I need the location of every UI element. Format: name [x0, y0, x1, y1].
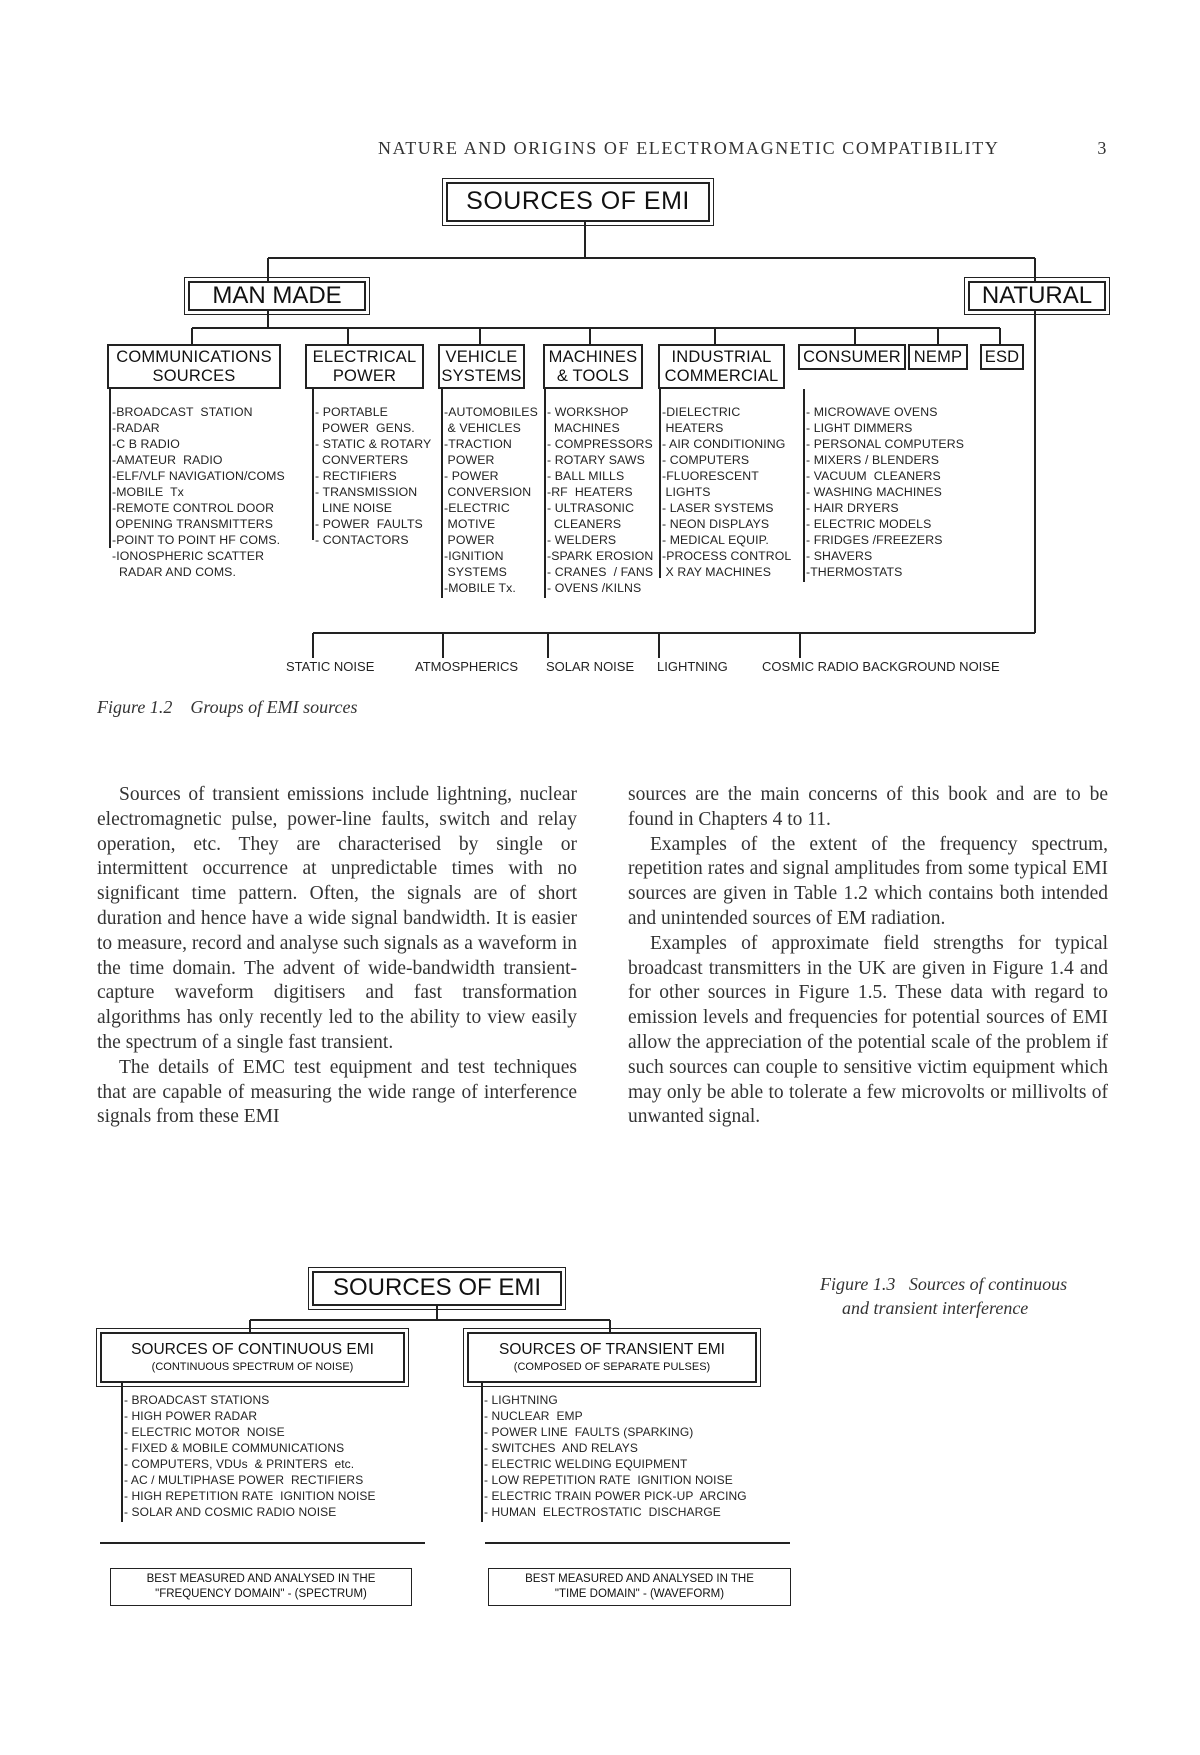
list-item: RADAR AND COMS. — [112, 565, 237, 579]
time-domain-box — [488, 1568, 791, 1606]
vehicle-systems-list — [444, 404, 538, 596]
paragraph: Examples of approximate field strengths for typical broadcast transmitters in the UK are given in Figure 1.4 and for other sources in Figure 1.5. These data with regard to emission levels and frequencies for potential sources of EMI allow the appreciation of the potential scale of the problem if such sources can couple to sensitive victim equipment which may only be able to tolerate a few microvolts or millivolts of unwanted signal. — [628, 932, 1108, 1128]
list-item: - POWER — [444, 469, 499, 483]
list-item: - LIGHTNING — [484, 1393, 558, 1407]
category-line1: ELECTRICAL — [312, 348, 417, 367]
list-item: -MOBILE Tx — [112, 485, 184, 499]
list-item: - HAIR DRYERS — [806, 501, 899, 515]
running-header-title: NATURE AND ORIGINS OF ELECTROMAGNETIC COMPATIBILITY — [378, 138, 1000, 158]
list-item: -RADAR — [112, 421, 160, 435]
category-nemp — [908, 344, 968, 370]
list-item: -MOBILE Tx. — [444, 581, 516, 595]
category-line1: INDUSTRIAL — [671, 348, 772, 367]
fig13-root-box: SOURCES OF EMI — [312, 1271, 562, 1306]
list-item: - RECTIFIERS — [315, 469, 397, 483]
category-line2: SOURCES — [152, 366, 236, 385]
list-item: - SWITCHES AND RELAYS — [484, 1441, 639, 1455]
list-item: - NUCLEAR EMP — [484, 1409, 583, 1423]
category-machines-tools — [543, 344, 643, 389]
list-item: - LOW REPETITION RATE IGNITION NOISE — [484, 1473, 733, 1487]
caption-line-1 — [820, 1272, 1067, 1296]
continuous-emi-subtitle: (CONTINUOUS SPECTRUM OF NOISE) — [151, 1361, 354, 1374]
category-line2: POWER — [332, 366, 397, 385]
list-item: MACHINES — [547, 421, 620, 435]
list-item: POWER — [444, 533, 495, 547]
category-esd — [980, 344, 1024, 370]
list-item: CONVERSION — [444, 485, 532, 499]
list-item: OPENING TRANSMITTERS — [112, 517, 274, 531]
fig12-natural-box: NATURAL — [968, 281, 1106, 311]
list-item: - AIR CONDITIONING — [662, 437, 786, 451]
figure-1-2-caption — [97, 697, 357, 718]
frequency-domain-line2: "FREQUENCY DOMAIN" - (SPECTRUM) — [155, 1588, 367, 1600]
natural-source-cosmic-noise: COSMIC RADIO BACKGROUND NOISE — [762, 659, 1000, 674]
list-item: - VACUUM CLEANERS — [806, 469, 941, 483]
caption-label: Figure 1.3 — [820, 1274, 896, 1294]
time-domain-line2: "TIME DOMAIN" - (WAVEFORM) — [554, 1588, 725, 1600]
body-text-left-column — [97, 783, 577, 1130]
natural-source-lightning: LIGHTNING — [657, 659, 728, 674]
list-item: - LIGHT DIMMERS — [806, 421, 913, 435]
list-item: - OVENS /KILNS — [547, 581, 642, 595]
list-item: - MIXERS / BLENDERS — [806, 453, 940, 467]
list-item: POWER — [444, 453, 495, 467]
transient-emi-title: SOURCES OF TRANSIENT EMI — [499, 1341, 725, 1359]
list-item: - TRANSMISSION — [315, 485, 418, 499]
list-item: - HUMAN ELECTROSTATIC DISCHARGE — [484, 1505, 721, 1519]
continuous-emi-box — [100, 1332, 405, 1383]
list-item: -POINT TO POINT HF COMS. — [112, 533, 281, 547]
paragraph: sources are the main concerns of this book and are to be found in Chapters 4 to 11. — [628, 784, 1108, 830]
list-item: - MEDICAL EQUIP. — [662, 533, 769, 547]
list-item: - LASER SYSTEMS — [662, 501, 774, 515]
list-item: -DIELECTRIC — [662, 405, 741, 419]
transient-emi-box — [467, 1332, 757, 1383]
list-item: - CRANES / FANS — [547, 565, 654, 579]
frequency-domain-line1: BEST MEASURED AND ANALYSED IN THE — [146, 1573, 376, 1586]
list-item: -C B RADIO — [112, 437, 180, 451]
list-item: - POWER LINE FAULTS (SPARKING) — [484, 1425, 694, 1439]
caption-text-line2: and transient interference — [842, 1298, 1029, 1318]
page-number: 3 — [1097, 138, 1108, 158]
category-electrical-power — [305, 344, 424, 389]
category-line1: ESD — [984, 347, 1020, 366]
consumer-list — [806, 404, 964, 580]
list-item: - HIGH REPETITION RATE IGNITION NOISE — [124, 1489, 376, 1503]
list-item: - SOLAR AND COSMIC RADIO NOISE — [124, 1505, 337, 1519]
frequency-domain-box — [110, 1568, 412, 1606]
category-line1: CONSUMER — [803, 347, 901, 366]
paragraph: The details of EMC test equipment and test techniques that are capable of measuring the wide range of interference signals from these EMI — [97, 1056, 577, 1128]
category-line2: COMMERCIAL — [664, 366, 779, 385]
list-item: - SHAVERS — [806, 549, 873, 563]
list-item: - WORKSHOP — [547, 405, 629, 419]
list-item: HEATERS — [662, 421, 724, 435]
list-item: - ELECTRIC MOTOR NOISE — [124, 1425, 285, 1439]
category-line2: SYSTEMS — [441, 366, 522, 385]
list-item: -THERMOSTATS — [806, 565, 903, 579]
list-item: - ELECTRIC TRAIN POWER PICK-UP ARCING — [484, 1489, 747, 1503]
list-item: -SPARK EROSION — [547, 549, 654, 563]
list-item: - HIGH POWER RADAR — [124, 1409, 258, 1423]
natural-source-static-noise: STATIC NOISE — [286, 659, 375, 674]
list-item: -AUTOMOBILES — [444, 405, 538, 419]
list-item: - PERSONAL COMPUTERS — [806, 437, 965, 451]
list-item: POWER GENS. — [315, 421, 415, 435]
list-item: - CONTACTORS — [315, 533, 409, 547]
list-item: - COMPUTERS, VDUs & PRINTERS etc. — [124, 1457, 355, 1471]
list-item: & VEHICLES — [444, 421, 521, 435]
list-item: - WELDERS — [547, 533, 617, 547]
list-item: - BALL MILLS — [547, 469, 625, 483]
list-item: -FLUORESCENT — [662, 469, 759, 483]
category-industrial-commercial — [658, 344, 785, 389]
list-item: -REMOTE CONTROL DOOR — [112, 501, 275, 515]
list-item: -TRACTION — [444, 437, 512, 451]
list-item: - FRIDGES /FREEZERS — [806, 533, 943, 547]
electrical-power-list — [315, 404, 431, 548]
category-line1: VEHICLE — [445, 348, 518, 367]
list-item: - COMPUTERS — [662, 453, 750, 467]
transient-emi-list — [484, 1392, 747, 1520]
list-item: - FIXED & MOBILE COMMUNICATIONS — [124, 1441, 345, 1455]
continuous-emi-list — [124, 1392, 376, 1520]
category-consumer — [798, 344, 906, 370]
industrial-commercial-list — [662, 404, 791, 580]
caption-text-line1: Sources of continuous — [908, 1274, 1068, 1294]
list-item: CLEANERS — [547, 517, 622, 531]
natural-source-solar-noise: SOLAR NOISE — [546, 659, 635, 674]
list-item: - COMPRESSORS — [547, 437, 653, 451]
list-item: LINE NOISE — [315, 501, 393, 515]
list-item: - STATIC & ROTARY — [315, 437, 432, 451]
category-line1: NEMP — [913, 347, 963, 366]
category-vehicle-systems — [438, 344, 525, 389]
category-line1: COMMUNICATIONS — [116, 348, 272, 367]
list-item: - POWER FAULTS — [315, 517, 423, 531]
fig12-man-made-box: MAN MADE — [188, 281, 366, 311]
list-item: -AMATEUR RADIO — [112, 453, 223, 467]
list-item: -PROCESS CONTROL — [662, 549, 792, 563]
machines-tools-list — [547, 404, 653, 596]
transient-emi-subtitle: (COMPOSED OF SEPARATE PULSES) — [513, 1361, 711, 1374]
caption-text: Groups of EMI sources — [190, 697, 358, 717]
communications-source-list — [112, 404, 285, 580]
body-text-right-column — [628, 783, 1108, 1130]
list-item: LIGHTS — [662, 485, 711, 499]
list-item: - ELECTRIC WELDING EQUIPMENT — [484, 1457, 688, 1471]
list-item: -ELECTRIC — [444, 501, 510, 515]
list-item: CONVERTERS — [315, 453, 409, 467]
list-item: X RAY MACHINES — [662, 565, 772, 579]
list-item: - MICROWAVE OVENS — [806, 405, 938, 419]
category-line1: MACHINES — [548, 348, 638, 367]
list-item: - ROTARY SAWS — [547, 453, 645, 467]
figure-1-3-caption — [820, 1272, 1067, 1320]
fig12-root-box: SOURCES OF EMI — [446, 182, 710, 222]
list-item: -IGNITION — [444, 549, 504, 563]
list-item: -BROADCAST STATION — [112, 405, 253, 419]
caption-label: Figure 1.2 — [97, 697, 173, 717]
list-item: - BROADCAST STATIONS — [124, 1393, 270, 1407]
list-item: - ULTRASONIC — [547, 501, 635, 515]
time-domain-line1: BEST MEASURED AND ANALYSED IN THE — [525, 1573, 754, 1586]
list-item: - PORTABLE — [315, 405, 388, 419]
list-item: - WASHING MACHINES — [806, 485, 942, 499]
list-item: - AC / MULTIPHASE POWER RECTIFIERS — [124, 1473, 364, 1487]
category-line2: & TOOLS — [556, 366, 630, 385]
list-item: - NEON DISPLAYS — [662, 517, 770, 531]
natural-source-atmospherics: ATMOSPHERICS — [415, 659, 519, 674]
category-communications — [107, 344, 281, 389]
list-item: -RF HEATERS — [547, 485, 633, 499]
paragraph: Examples of the extent of the frequency spectrum, repetition rates and signal amplitudes from some typical EMI sources are given in Table 1.2 which contains both intended and unintended sources of EM radiation. — [628, 833, 1108, 929]
continuous-emi-title: SOURCES OF CONTINUOUS EMI — [131, 1341, 374, 1359]
list-item: -IONOSPHERIC SCATTER — [112, 549, 265, 563]
paragraph: Sources of transient emissions include lightning, nuclear electromagnetic pulse, power-line faults, switch and relay operation, etc. They are characterised by single or intermittent occurrence at unpredictable times with no significant time pattern. Often, the signals are of short duration and hence have a wide signal bandwidth. It is easier to measure, record and analyse such signals as a waveform in the time domain. The advent of wide-bandwidth transient-capture waveform digitisers and fast transformation algorithms has only recently led to the ability to view easily the spectrum of a single fast transient. — [97, 784, 577, 1053]
list-item: - ELECTRIC MODELS — [806, 517, 932, 531]
list-item: MOTIVE — [444, 517, 496, 531]
list-item: SYSTEMS — [444, 565, 507, 579]
list-item: -ELF/VLF NAVIGATION/COMS — [112, 469, 285, 483]
